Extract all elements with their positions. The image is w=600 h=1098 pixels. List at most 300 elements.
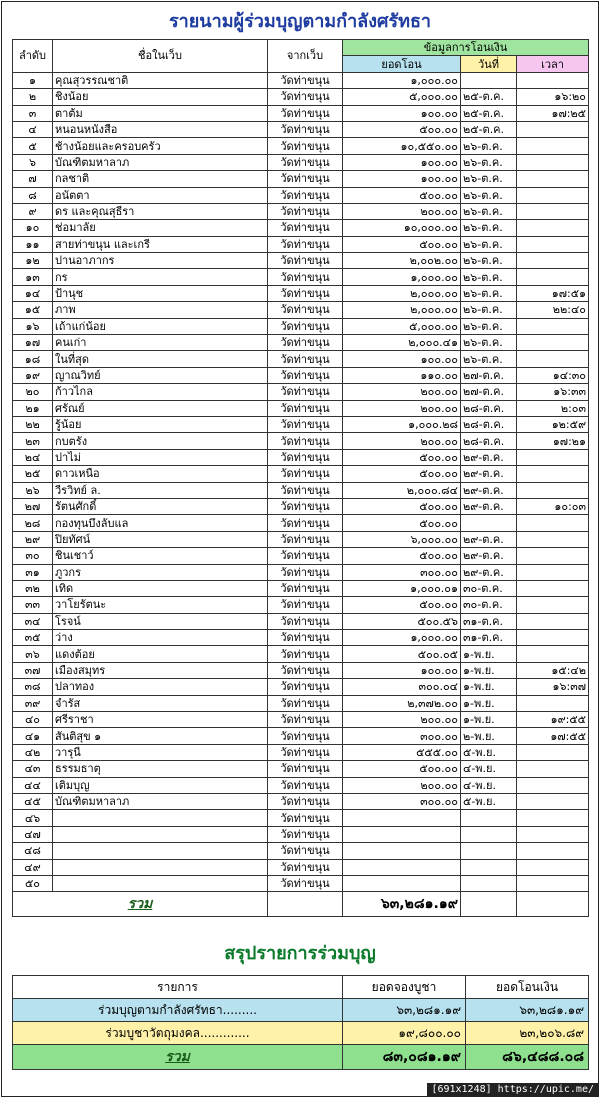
donor-source: วัดท่าขนุน — [268, 154, 343, 170]
donor-rows — [13, 72, 589, 892]
transfer-amount: ๓๐๐.๐๔ — [343, 679, 461, 695]
donor-source: วัดท่าขนุน — [268, 433, 343, 449]
transfer-amount — [343, 875, 461, 891]
transfer-date: ๒๖-ต.ค. — [461, 318, 517, 334]
donor-source: วัดท่าขนุน — [268, 335, 343, 351]
transfer-amount — [343, 810, 461, 826]
total-label: รวม — [127, 895, 153, 912]
transfer-date: ๒๖-ต.ค. — [461, 138, 517, 154]
row-number: ๒๐ — [13, 384, 53, 400]
donor-source: วัดท่าขนุน — [268, 351, 343, 367]
row-number: ๑๐ — [13, 220, 53, 236]
transfer-time: ๑๔:๓๐ — [517, 367, 589, 383]
transfer-amount: ๓๐๐.๐๐ — [343, 728, 461, 744]
table-row — [13, 548, 589, 564]
donor-source: วัดท่าขนุน — [268, 285, 343, 301]
row-number: ๖ — [13, 154, 53, 170]
transfer-date: ๒๖-ต.ค. — [461, 285, 517, 301]
transfer-date: ๑-พ.ย. — [461, 646, 517, 662]
transfer-amount: ๕๐๐.๕๖ — [343, 613, 461, 629]
table-row — [13, 875, 589, 891]
transfer-date: ๑-พ.ย. — [461, 695, 517, 711]
donor-source: วัดท่าขนุน — [268, 318, 343, 334]
transfer-time: ๑๗:๕๑ — [517, 285, 589, 301]
donor-name — [53, 826, 268, 842]
table-row — [13, 482, 589, 498]
transfer-date: ๒๙-ต.ค. — [461, 548, 517, 564]
transfer-date — [461, 843, 517, 859]
row-number: ๑๙ — [13, 367, 53, 383]
table-row — [13, 728, 589, 744]
donor-name: แดงต้อย — [53, 646, 268, 662]
summary-total-row — [13, 1045, 589, 1070]
row-number: ๒๗ — [13, 498, 53, 514]
transfer-date — [461, 875, 517, 891]
watermark: [691x1248] https://upic.me/ — [427, 1083, 598, 1096]
donor-source: วัดท่าขนุน — [268, 548, 343, 564]
donor-source: วัดท่าขนุน — [268, 171, 343, 187]
transfer-time: ๑๐:๐๓ — [517, 498, 589, 514]
transfer-time — [517, 761, 589, 777]
table-row — [13, 613, 589, 629]
transfer-date: ๒๖-ต.ค. — [461, 187, 517, 203]
transfer-amount: ๒๐๐.๐๐ — [343, 400, 461, 416]
transfer-date: ๓๐-ต.ค. — [461, 580, 517, 596]
transfer-date: ๓๑-ต.ค. — [461, 630, 517, 646]
transfer-time — [517, 121, 589, 137]
row-number: ๓๖ — [13, 646, 53, 662]
transfer-amount: ๒๐๐.๐๐ — [343, 203, 461, 219]
row-number: ๔๖ — [13, 810, 53, 826]
table-row — [13, 335, 589, 351]
donor-name: สันติสุข ๑ — [53, 728, 268, 744]
donor-source: วัดท่าขนุน — [268, 761, 343, 777]
transfer-time — [517, 253, 589, 269]
transfer-date: ๒๙-ต.ค. — [461, 564, 517, 580]
table-row — [13, 285, 589, 301]
transfer-time — [517, 515, 589, 531]
transfer-date: ๒๙-ต.ค. — [461, 466, 517, 482]
transfer-time — [517, 826, 589, 842]
transfer-time — [517, 793, 589, 809]
donor-source: วัดท่าขนุน — [268, 138, 343, 154]
donor-name: ตาต้ม — [53, 105, 268, 121]
table-row — [13, 843, 589, 859]
header-date: วันที่ — [461, 56, 517, 72]
summary-total-pledge: ๘๓,๐๘๑.๑๙ — [343, 1045, 466, 1070]
donor-source: วัดท่าขนุน — [268, 236, 343, 252]
table-row — [13, 187, 589, 203]
table-row — [13, 269, 589, 285]
donor-source: วัดท่าขนุน — [268, 302, 343, 318]
donor-source: วัดท่าขนุน — [268, 613, 343, 629]
transfer-amount: ๑,๐๐๐.๒๘ — [343, 416, 461, 432]
transfer-amount: ๕,๐๐๐.๐๐ — [343, 318, 461, 334]
donor-name: เติมบุญ — [53, 777, 268, 793]
transfer-time — [517, 843, 589, 859]
donor-name: ในที่สุด — [53, 351, 268, 367]
donor-source: วัดท่าขนุน — [268, 220, 343, 236]
table-row — [13, 679, 589, 695]
donor-name: วีรวิทย์ ล. — [53, 482, 268, 498]
table-row — [13, 580, 589, 596]
transfer-time — [517, 531, 589, 547]
row-number: ๒๓ — [13, 433, 53, 449]
donor-name: เถ้าแก่น้อย — [53, 318, 268, 334]
row-number: ๔๘ — [13, 843, 53, 859]
transfer-time: ๑๖:๒๐ — [517, 89, 589, 105]
table-row — [13, 416, 589, 432]
transfer-date: ๒๖-ต.ค. — [461, 253, 517, 269]
table-row — [13, 318, 589, 334]
donor-name: รัตนศักดิ์ — [53, 498, 268, 514]
transfer-time — [517, 548, 589, 564]
transfer-date: ๒๖-ต.ค. — [461, 269, 517, 285]
transfer-time: ๒:๐๓ — [517, 400, 589, 416]
table-row — [13, 597, 589, 613]
transfer-time: ๑๖:๓๓ — [517, 384, 589, 400]
row-number: ๓๒ — [13, 580, 53, 596]
transfer-date: ๒๕-ต.ค. — [461, 105, 517, 121]
table-row — [13, 793, 589, 809]
transfer-amount: ๓๐๐.๐๐ — [343, 564, 461, 580]
row-number: ๔๗ — [13, 826, 53, 842]
donor-name: วารุนี — [53, 744, 268, 760]
transfer-time — [517, 597, 589, 613]
table-row — [13, 744, 589, 760]
transfer-date: ๔-พ.ย. — [461, 761, 517, 777]
transfer-amount: ๒๐๐.๐๐ — [343, 777, 461, 793]
table-row — [13, 72, 589, 88]
donor-name: อนัตตา — [53, 187, 268, 203]
transfer-time — [517, 203, 589, 219]
table-row — [13, 138, 589, 154]
table-row — [13, 712, 589, 728]
transfer-amount: ๖,๐๐๐.๐๐ — [343, 531, 461, 547]
transfer-amount — [343, 859, 461, 875]
donor-source: วัดท่าขนุน — [268, 367, 343, 383]
transfer-amount: ๕๐๐.๐๕ — [343, 646, 461, 662]
donor-source: วัดท่าขนุน — [268, 400, 343, 416]
transfer-amount: ๑,๐๐๐.๐๐ — [343, 72, 461, 88]
transfer-time: ๑๗:๒๕ — [517, 105, 589, 121]
summary-total-transfer: ๘๖,๔๘๘.๐๘ — [466, 1045, 589, 1070]
transfer-time — [517, 859, 589, 875]
row-number: ๓๐ — [13, 548, 53, 564]
transfer-date: ๒๕-ต.ค. — [461, 121, 517, 137]
donor-name: วาโยรัตนะ — [53, 597, 268, 613]
row-number: ๓๙ — [13, 695, 53, 711]
row-number: ๒๒ — [13, 416, 53, 432]
transfer-amount: ๑๐๐.๐๐ — [343, 154, 461, 170]
transfer-date: ๔-พ.ย. — [461, 777, 517, 793]
donor-name: ช้างน้อยและครอบครัว — [53, 138, 268, 154]
donor-name: หนอนหนังสือ — [53, 121, 268, 137]
transfer-time — [517, 482, 589, 498]
transfer-date — [461, 826, 517, 842]
donor-name: ดร และคุณสุธีรา — [53, 203, 268, 219]
transfer-amount: ๑,๐๐๐.๐๐ — [343, 630, 461, 646]
row-number: ๑๒ — [13, 253, 53, 269]
transfer-time — [517, 72, 589, 88]
donor-name: ปาไม่ — [53, 449, 268, 465]
table-row — [13, 236, 589, 252]
row-number: ๑ — [13, 72, 53, 88]
transfer-amount — [343, 843, 461, 859]
summary-header-item: รายการ — [13, 976, 343, 999]
table-row — [13, 531, 589, 547]
transfer-amount: ๕๐๐.๐๐ — [343, 548, 461, 564]
transfer-date — [461, 859, 517, 875]
donor-name: บัณฑิตมหาลาภ — [53, 793, 268, 809]
donor-name: ก้าวไกล — [53, 384, 268, 400]
transfer-time: ๑๙:๕๕ — [517, 712, 589, 728]
summary-item: ร่วมบูชาวัตถุมงคล............. — [13, 1022, 343, 1045]
transfer-amount: ๕๐๐.๐๐ — [343, 597, 461, 613]
donor-source: วัดท่าขนุน — [268, 466, 343, 482]
row-number: ๓๘ — [13, 679, 53, 695]
transfer-time — [517, 613, 589, 629]
donor-name: เทิด — [53, 580, 268, 596]
transfer-time: ๑๕:๔๒ — [517, 662, 589, 678]
transfer-time — [517, 777, 589, 793]
row-number: ๔๒ — [13, 744, 53, 760]
transfer-date: ๓๑-ต.ค. — [461, 613, 517, 629]
page-title: รายนามผู้ร่วมบุญตามกำลังศรัทธา — [168, 11, 432, 32]
row-number: ๔ — [13, 121, 53, 137]
donor-source: วัดท่าขนุน — [268, 630, 343, 646]
transfer-time — [517, 646, 589, 662]
row-number: ๑๕ — [13, 302, 53, 318]
transfer-amount: ๒,๐๐๒.๐๐ — [343, 253, 461, 269]
donor-name: จำรัส — [53, 695, 268, 711]
transfer-date — [461, 72, 517, 88]
row-number: ๓๑ — [13, 564, 53, 580]
donor-source: วัดท่าขนุน — [268, 203, 343, 219]
transfer-amount: ๒,๐๐๐.๐๐ — [343, 285, 461, 301]
donor-source: วัดท่าขนุน — [268, 531, 343, 547]
header-from: จากเว็บ — [268, 40, 343, 73]
transfer-date: ๒๖-ต.ค. — [461, 335, 517, 351]
donor-name: ปิยทัศน์ — [53, 531, 268, 547]
transfer-date: ๑-พ.ย. — [461, 662, 517, 678]
donor-source: วัดท่าขนุน — [268, 662, 343, 678]
row-number: ๙ — [13, 203, 53, 219]
transfer-amount: ๕๐๐.๐๐ — [343, 236, 461, 252]
table-row — [13, 220, 589, 236]
transfer-date: ๒๙-ต.ค. — [461, 531, 517, 547]
transfer-date: ๒๖-ต.ค. — [461, 203, 517, 219]
donor-name: กลชาติ — [53, 171, 268, 187]
transfer-date: ๒-พ.ย. — [461, 728, 517, 744]
transfer-date: ๕-พ.ย. — [461, 744, 517, 760]
donor-source: วัดท่าขนุน — [268, 253, 343, 269]
transfer-time — [517, 580, 589, 596]
header-no: ลำดับ — [13, 40, 53, 73]
table-row — [13, 105, 589, 121]
transfer-amount: ๒๐๐.๐๐ — [343, 712, 461, 728]
row-number: ๑๗ — [13, 335, 53, 351]
donor-table — [12, 39, 589, 917]
transfer-date — [461, 810, 517, 826]
donor-name: โรจน์ — [53, 613, 268, 629]
donor-name: ญาณวิทย์ — [53, 367, 268, 383]
donor-name — [53, 810, 268, 826]
donor-name: คุณสุวรรณชาติ — [53, 72, 268, 88]
transfer-time — [517, 875, 589, 891]
donor-name: ช่อมาลัย — [53, 220, 268, 236]
transfer-amount: ๒,๓๗๒.๐๐ — [343, 695, 461, 711]
transfer-date: ๒๖-ต.ค. — [461, 351, 517, 367]
transfer-time — [517, 466, 589, 482]
table-row — [13, 515, 589, 531]
donor-source: วัดท่าขนุน — [268, 646, 343, 662]
transfer-date: ๒๖-ต.ค. — [461, 236, 517, 252]
transfer-time: ๒๒:๔๐ — [517, 302, 589, 318]
table-row — [13, 89, 589, 105]
donor-source: วัดท่าขนุน — [268, 449, 343, 465]
transfer-amount: ๕๐๐.๐๐ — [343, 515, 461, 531]
transfer-amount: ๕๕๕.๐๐ — [343, 744, 461, 760]
transfer-date: ๕-พ.ย. — [461, 793, 517, 809]
table-row — [13, 302, 589, 318]
transfer-time — [517, 269, 589, 285]
transfer-date: ๒๗-ต.ค. — [461, 367, 517, 383]
donor-name: ศรีราชา — [53, 712, 268, 728]
row-number: ๕๐ — [13, 875, 53, 891]
donor-source: วัดท่าขนุน — [268, 744, 343, 760]
summary-table — [12, 975, 589, 1070]
summary-transfer: ๒๓,๒๐๖.๘๙ — [466, 1022, 589, 1045]
donor-name: ศรัณย์ — [53, 400, 268, 416]
transfer-amount: ๕๐๐.๐๐ — [343, 466, 461, 482]
donor-source: วัดท่าขนุน — [268, 793, 343, 809]
row-number: ๑๓ — [13, 269, 53, 285]
transfer-amount: ๕๐๐.๐๐ — [343, 449, 461, 465]
transfer-time — [517, 744, 589, 760]
table-row — [13, 662, 589, 678]
donor-name: ธรรมธาตุ — [53, 761, 268, 777]
table-row — [13, 761, 589, 777]
header-transfer-group: ข้อมูลการโอนเงิน — [343, 40, 589, 56]
donor-name: กองทุนบึงลับแล — [53, 515, 268, 531]
donor-source: วัดท่าขนุน — [268, 679, 343, 695]
table-row — [13, 826, 589, 842]
donor-name: บัณฑิตมหาลาภ — [53, 154, 268, 170]
donor-source: วัดท่าขนุน — [268, 580, 343, 596]
donor-source: วัดท่าขนุน — [268, 187, 343, 203]
donor-source: วัดท่าขนุน — [268, 695, 343, 711]
row-number: ๓๗ — [13, 662, 53, 678]
transfer-time — [517, 138, 589, 154]
donor-name: เมืองสมุทร — [53, 662, 268, 678]
row-number: ๘ — [13, 187, 53, 203]
donor-name: ชิงน้อย — [53, 89, 268, 105]
transfer-time — [517, 171, 589, 187]
donor-source: วัดท่าขนุน — [268, 416, 343, 432]
table-row — [13, 630, 589, 646]
transfer-date: ๒๙-ต.ค. — [461, 449, 517, 465]
transfer-date: ๒๖-ต.ค. — [461, 302, 517, 318]
transfer-amount: ๕๐๐.๐๐ — [343, 121, 461, 137]
row-number: ๔๐ — [13, 712, 53, 728]
transfer-date: ๒๘-ต.ค. — [461, 433, 517, 449]
transfer-time — [517, 810, 589, 826]
transfer-date: ๒๙-ต.ค. — [461, 498, 517, 514]
table-row — [13, 646, 589, 662]
summary-title: สรุปรายการร่วมบุญ — [224, 943, 376, 964]
table-row — [13, 367, 589, 383]
summary-item: ร่วมบุญตามกำลังศรัทธา......... — [13, 999, 343, 1022]
row-number: ๑๘ — [13, 351, 53, 367]
row-number: ๓ — [13, 105, 53, 121]
transfer-amount: ๑๐,๕๕๐.๐๐ — [343, 138, 461, 154]
transfer-amount: ๕๐๐.๐๐ — [343, 761, 461, 777]
donor-name: สายท่าขนุน และเกรี — [53, 236, 268, 252]
transfer-amount: ๑,๐๐๐.๐๑ — [343, 580, 461, 596]
donor-source: วัดท่าขนุน — [268, 597, 343, 613]
table-row — [13, 253, 589, 269]
donor-source: วัดท่าขนุน — [268, 564, 343, 580]
donor-name: กบตรัง — [53, 433, 268, 449]
row-number: ๑๖ — [13, 318, 53, 334]
transfer-time: ๑๒:๕๙ — [517, 416, 589, 432]
donor-source: วัดท่าขนุน — [268, 843, 343, 859]
transfer-amount: ๑,๐๐๐.๐๐ — [343, 269, 461, 285]
row-number: ๒๕ — [13, 466, 53, 482]
row-number: ๒๘ — [13, 515, 53, 531]
summary-row — [13, 999, 589, 1022]
summary-pledge: ๖๓,๒๘๑.๑๙ — [343, 999, 466, 1022]
summary-row — [13, 1022, 589, 1045]
header-name: ชื่อในเว็บ — [53, 40, 268, 73]
transfer-time: ๑๖:๓๗ — [517, 679, 589, 695]
donor-source: วัดท่าขนุน — [268, 482, 343, 498]
transfer-amount: ๑๐๐.๐๐ — [343, 351, 461, 367]
transfer-amount: ๒,๐๐๐.๔๑ — [343, 335, 461, 351]
transfer-time — [517, 187, 589, 203]
transfer-date: ๒๖-ต.ค. — [461, 154, 517, 170]
donor-name — [53, 875, 268, 891]
summary-header-pledge: ยอดจองบูชา — [343, 976, 466, 999]
table-row — [13, 433, 589, 449]
transfer-date: ๑-พ.ย. — [461, 712, 517, 728]
donor-name: ปานอาภากร — [53, 253, 268, 269]
donor-source: วัดท่าขนุน — [268, 498, 343, 514]
table-row — [13, 466, 589, 482]
donor-name: คนเก่า — [53, 335, 268, 351]
donor-source: วัดท่าขนุน — [268, 777, 343, 793]
transfer-amount: ๕,๐๐๐.๐๐ — [343, 89, 461, 105]
table-row — [13, 203, 589, 219]
table-row — [13, 171, 589, 187]
transfer-time — [517, 449, 589, 465]
transfer-amount: ๓๐๐.๐๐ — [343, 793, 461, 809]
table-row — [13, 859, 589, 875]
transfer-time: ๑๗:๒๑ — [517, 433, 589, 449]
table-row — [13, 695, 589, 711]
row-number: ๑๔ — [13, 285, 53, 301]
donor-source: วัดท่าขนุน — [268, 72, 343, 88]
transfer-date: ๒๗-ต.ค. — [461, 384, 517, 400]
donor-source: วัดท่าขนุน — [268, 826, 343, 842]
table-row — [13, 154, 589, 170]
transfer-amount: ๕๐๐.๐๐ — [343, 187, 461, 203]
header-amount: ยอดโอน — [343, 56, 461, 72]
row-number: ๒๙ — [13, 531, 53, 547]
summary-pledge: ๑๙,๘๐๐.๐๐ — [343, 1022, 466, 1045]
transfer-date: ๓๐-ต.ค. — [461, 597, 517, 613]
